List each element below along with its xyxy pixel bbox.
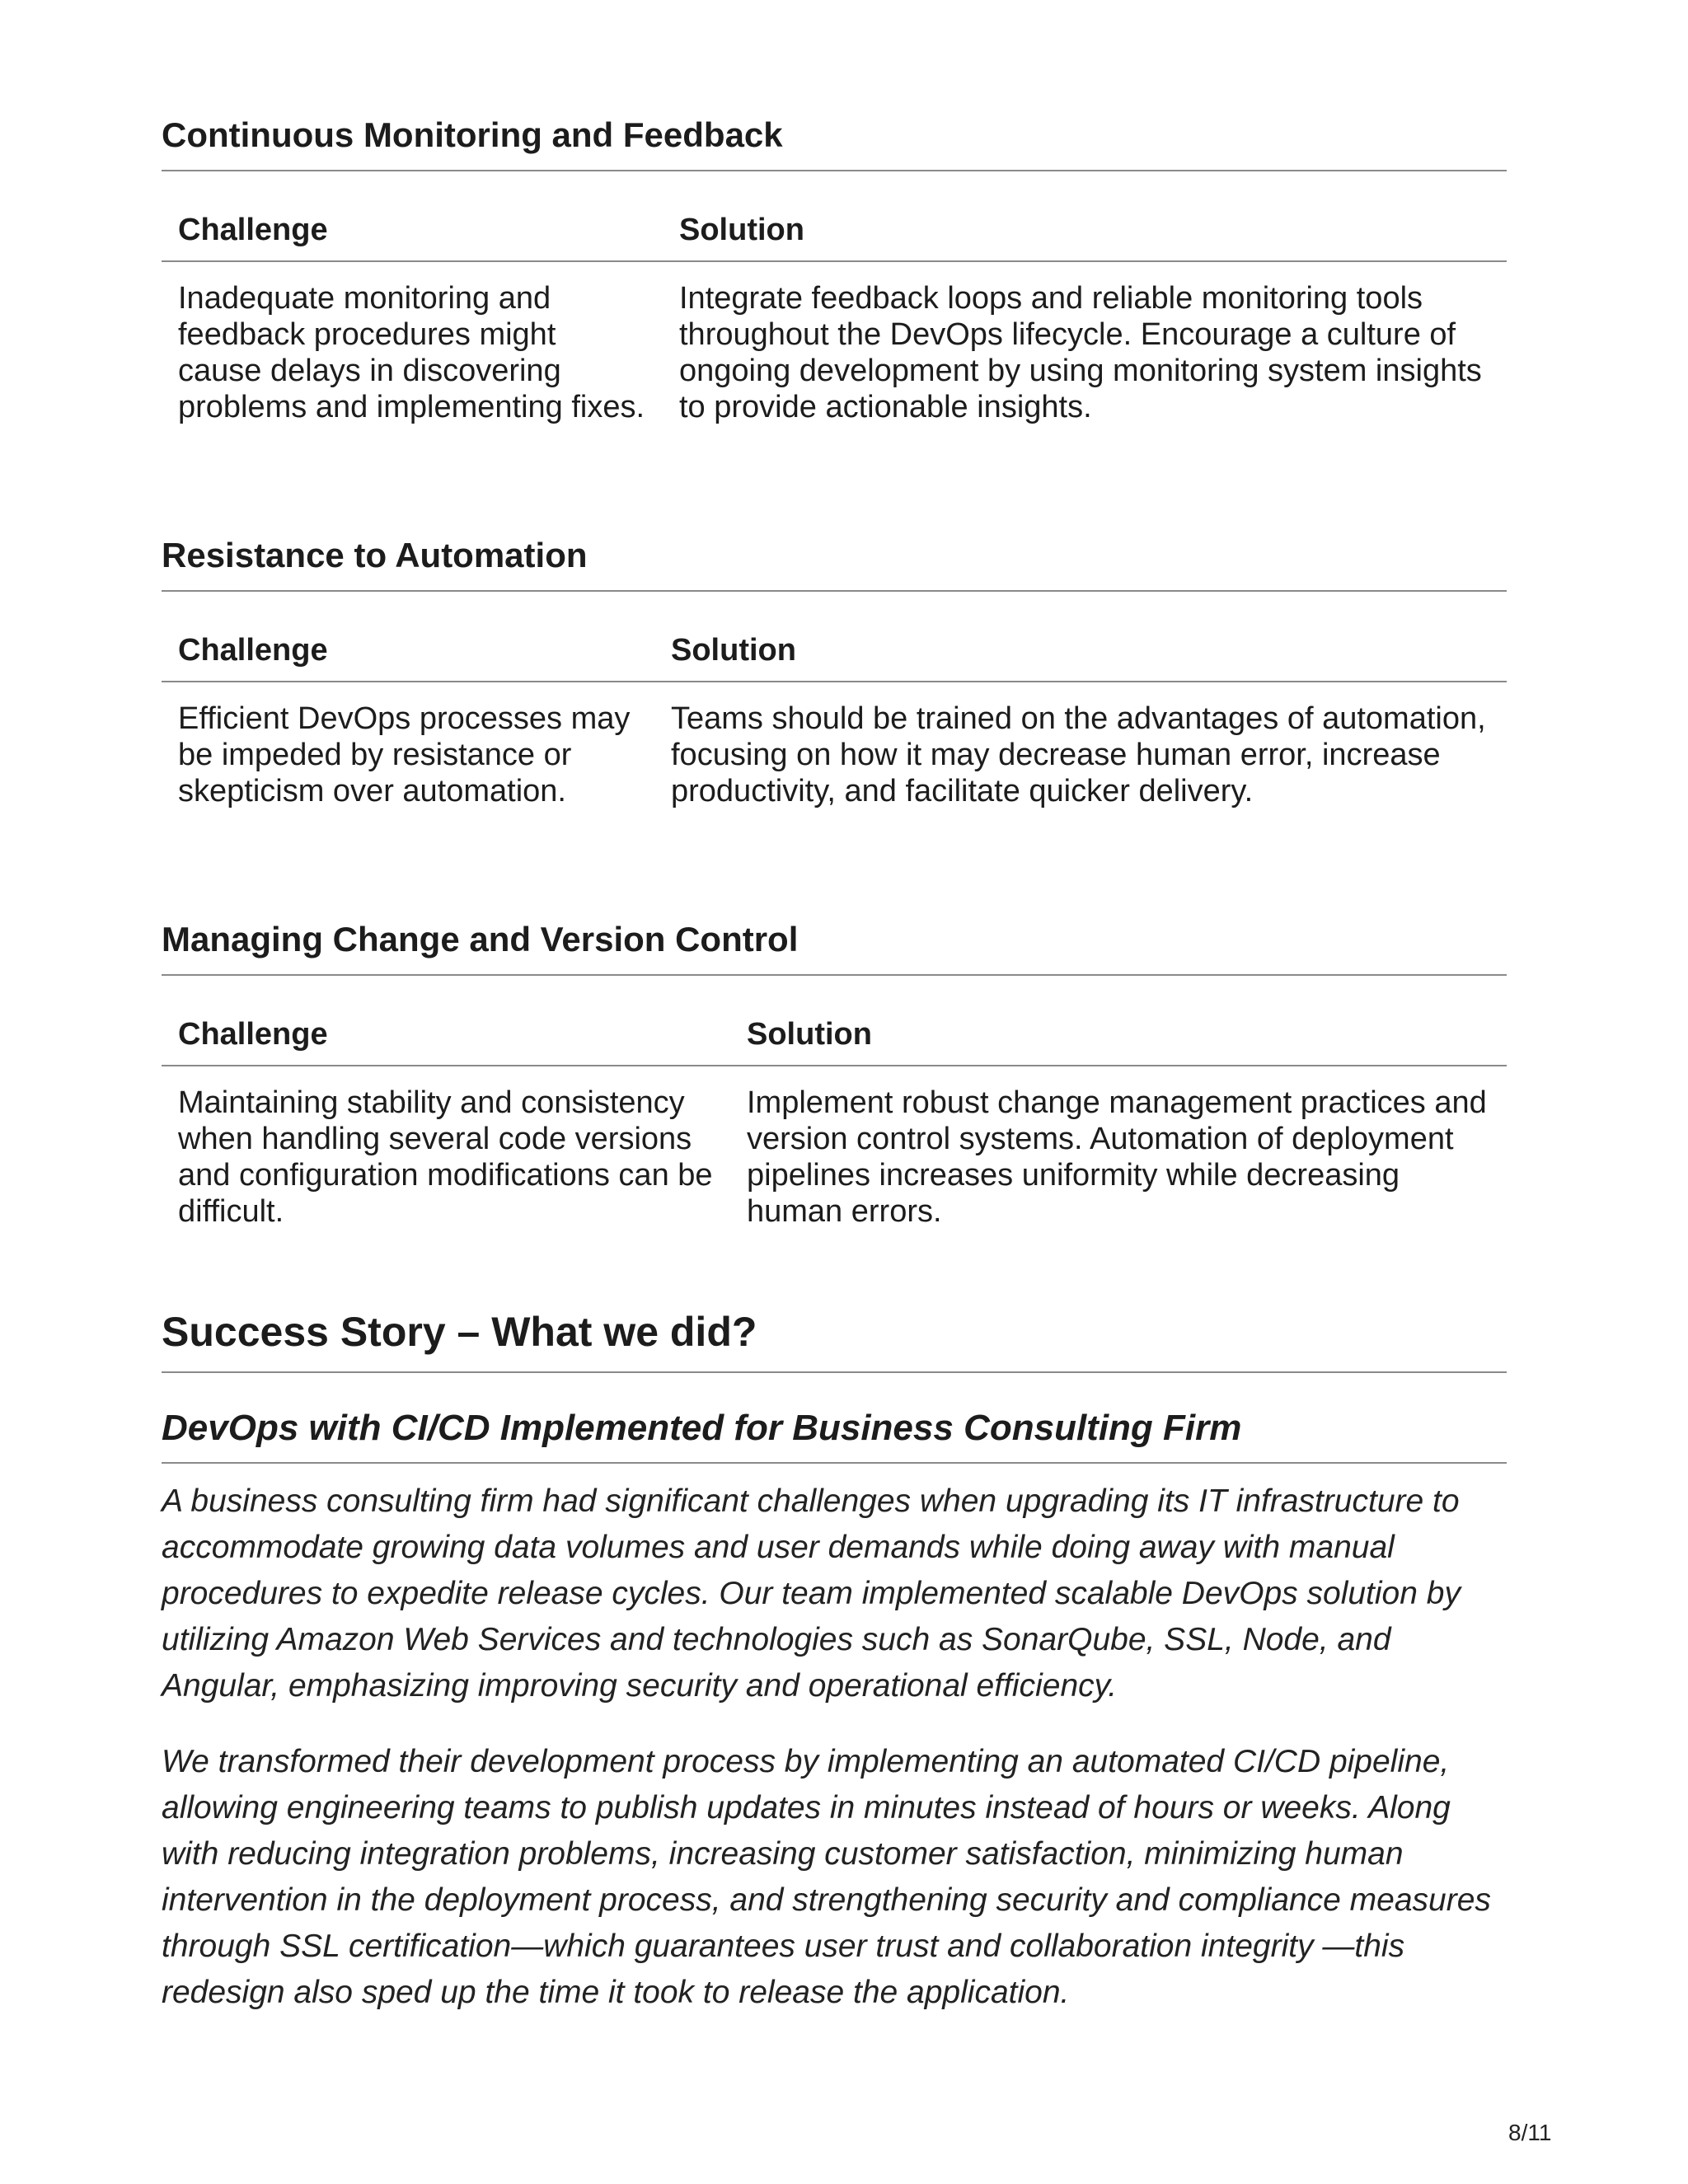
- challenge-cell: Inadequate monitoring and feedback procedures might cause delays in discovering problems and implementing fixes.: [178, 281, 645, 424]
- case-study-title: DevOps with CI/CD Implemented for Business Consulting Firm: [162, 1406, 1507, 1464]
- column-header-challenge: Challenge: [162, 1010, 730, 1066]
- case-study: [162, 1406, 1507, 2016]
- solution-cell: Teams should be trained on the advantages of automation, focusing on how it may decrease human error, increase productivity, and facilitate quicker delivery.: [671, 701, 1486, 808]
- table-row: [162, 261, 1507, 425]
- section-version-control: [162, 918, 1507, 1230]
- column-header-challenge: Challenge: [162, 206, 663, 261]
- section-heading: Resistance to Automation: [162, 534, 1507, 592]
- solution-cell: Implement robust change management practices and version control systems. Automation of deployment pipelines increases uniformity while decreasing human errors.: [747, 1085, 1487, 1229]
- section-success-story: [162, 1307, 1507, 1373]
- section-heading: Continuous Monitoring and Feedback: [162, 114, 1507, 171]
- table-header-row: [162, 626, 1507, 682]
- section-heading: Managing Change and Version Control: [162, 918, 1507, 976]
- case-study-paragraph: We transformed their development process by implementing an automated CI/CD pipeline, allowing engineering teams to publish updates in minutes instead of hours or weeks. Along with reducing integration problems, increasing customer satisfaction, minimizing human intervention in the deployment process, and strengthening security and compliance measures through SSL certification—which guarantees user trust and collaboration integrity —this redesign also sped up the time it took to release the application.: [162, 1744, 1491, 2010]
- success-story-heading: Success Story – What we did?: [162, 1307, 1507, 1373]
- challenge-solution-table: [162, 1010, 1507, 1230]
- solution-cell: Integrate feedback loops and reliable monitoring tools throughout the DevOps lifecycle. Encourage a culture of ongoing development by using monitoring system insights to provide actionable insights.: [679, 281, 1482, 424]
- table-row: [162, 1066, 1507, 1230]
- table-row: [162, 682, 1507, 809]
- challenge-cell: Efficient DevOps processes may be impeded by resistance or skepticism over automation.: [178, 701, 631, 808]
- column-header-challenge: Challenge: [162, 626, 654, 682]
- section-automation: [162, 534, 1507, 809]
- case-study-paragraph: A business consulting firm had significant challenges when upgrading its IT infrastructure to accommodate growing data volumes and user demands while doing away with manual procedures to expedite release cycles. Our team implemented scalable DevOps solution by utilizing Amazon Web Services and technologies such as SonarQube, SSL, Node, and Angular, emphasizing improving security and operational efficiency.: [162, 1483, 1461, 1704]
- table-header-row: [162, 1010, 1507, 1066]
- column-header-solution: Solution: [730, 1010, 1507, 1066]
- challenge-solution-table: [162, 626, 1507, 809]
- column-header-solution: Solution: [654, 626, 1507, 682]
- page-number: 8/11: [1508, 2120, 1552, 2145]
- challenge-solution-table: [162, 206, 1507, 425]
- table-header-row: [162, 206, 1507, 261]
- column-header-solution: Solution: [663, 206, 1507, 261]
- section-monitoring: [162, 114, 1507, 425]
- challenge-cell: Maintaining stability and consistency when handling several code versions and configuration modifications can be difficult.: [178, 1085, 713, 1229]
